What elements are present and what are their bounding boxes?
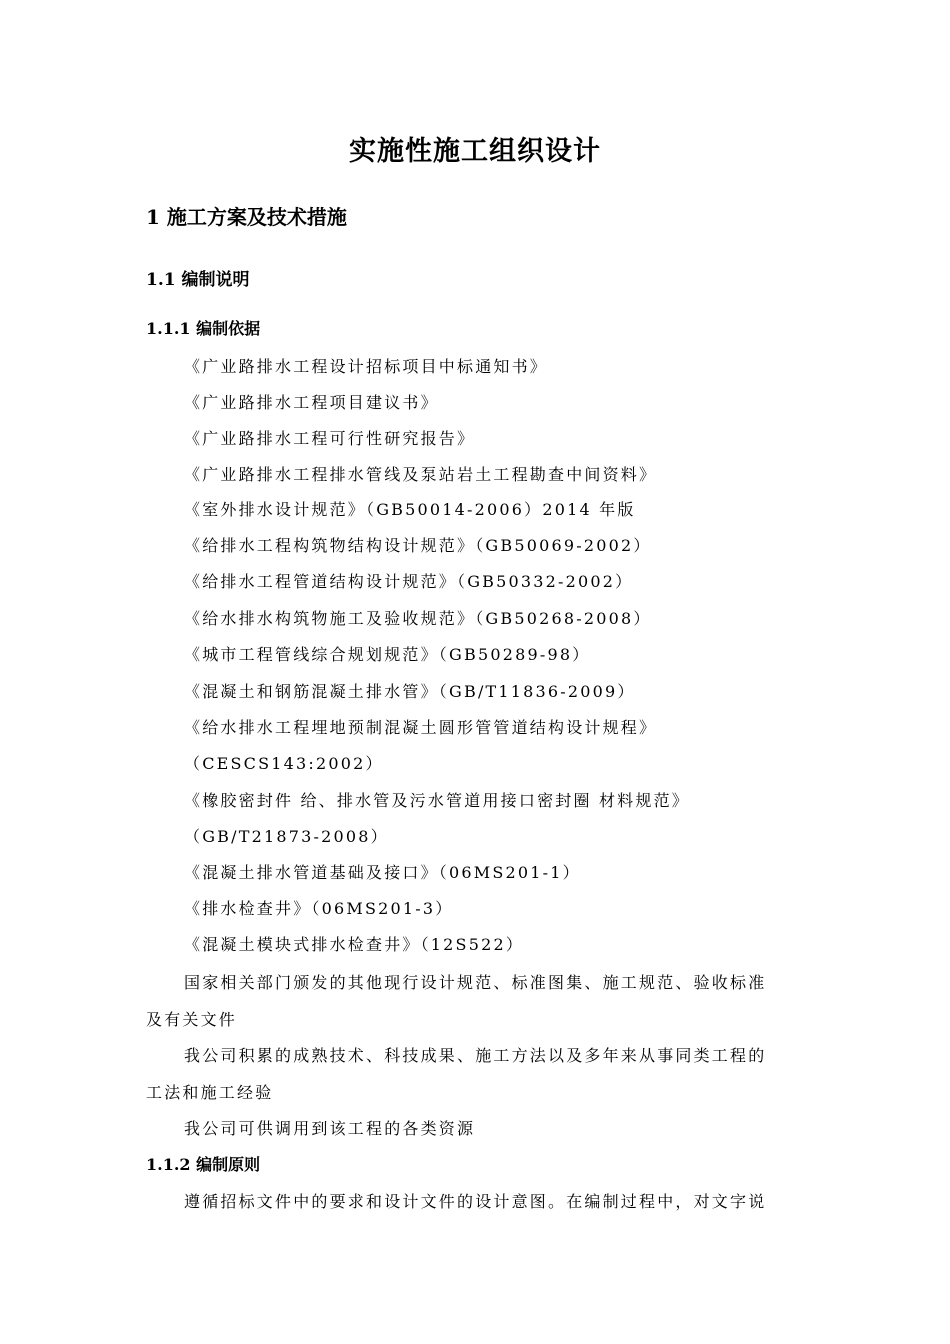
reference-item: 《混凝土排水管道基础及接口》（06MS201-1） bbox=[184, 863, 581, 882]
reference-item: 《广业路排水工程排水管线及泵站岩土工程勘查中间资料》 bbox=[184, 465, 658, 484]
reference-item: 《给水排水工程埋地预制混凝土圆形管管道结构设计规程》 bbox=[184, 718, 658, 737]
paragraph-experience: 我公司积累的成熟技术、科技成果、施工方法以及多年来从事同类工程的 bbox=[184, 1046, 767, 1065]
section-heading-1: 1 施工方案及技术措施 bbox=[146, 205, 347, 229]
section-heading-1-1-1: 1.1.1 编制依据 bbox=[146, 319, 261, 338]
reference-item: 《混凝土和钢筋混凝土排水管》（GB/T11836-2009） bbox=[184, 682, 636, 701]
section-heading-1-1: 1.1 编制说明 bbox=[146, 270, 250, 290]
paragraph-resources: 我公司可供调用到该工程的各类资源 bbox=[184, 1119, 476, 1138]
paragraph-standards-continued: 及有关文件 bbox=[146, 1010, 238, 1029]
section-heading-1-1-2: 1.1.2 编制原则 bbox=[146, 1155, 261, 1174]
reference-item: 《给水排水构筑物施工及验收规范》（GB50268-2008） bbox=[184, 609, 652, 628]
reference-item: 《室外排水设计规范》（GB50014-2006）2014 年版 bbox=[184, 500, 636, 519]
reference-item: 《给排水工程管道结构设计规范》（GB50332-2002） bbox=[184, 572, 634, 591]
reference-item: 《广业路排水工程设计招标项目中标通知书》 bbox=[184, 357, 549, 376]
reference-item: 《广业路排水工程项目建议书》 bbox=[184, 393, 439, 412]
reference-item: 《排水检查井》（06MS201-3） bbox=[184, 899, 454, 918]
paragraph-standards: 国家相关部门颁发的其他现行设计规范、标准图集、施工规范、验收标准 bbox=[184, 973, 767, 992]
paragraph-experience-continued: 工法和施工经验 bbox=[146, 1083, 274, 1102]
paragraph-principle: 遵循招标文件中的要求和设计文件的设计意图。在编制过程中，对文字说 bbox=[184, 1192, 767, 1211]
reference-item: 《给排水工程构筑物结构设计规范》（GB50069-2002） bbox=[184, 536, 652, 555]
reference-item-continued: （GB/T21873-2008） bbox=[184, 827, 389, 846]
reference-item: 《混凝土模块式排水检查井》（12S522） bbox=[184, 935, 525, 954]
reference-item: 《橡胶密封件 给、排水管及污水管道用接口密封圈 材料规范》 bbox=[184, 791, 690, 810]
reference-item: 《广业路排水工程可行性研究报告》 bbox=[184, 429, 476, 448]
reference-item-continued: （CESCS143:2002） bbox=[184, 754, 384, 773]
reference-item: 《城市工程管线综合规划规范》（GB50289-98） bbox=[184, 645, 591, 664]
document-title: 实施性施工组织设计 bbox=[349, 136, 601, 167]
